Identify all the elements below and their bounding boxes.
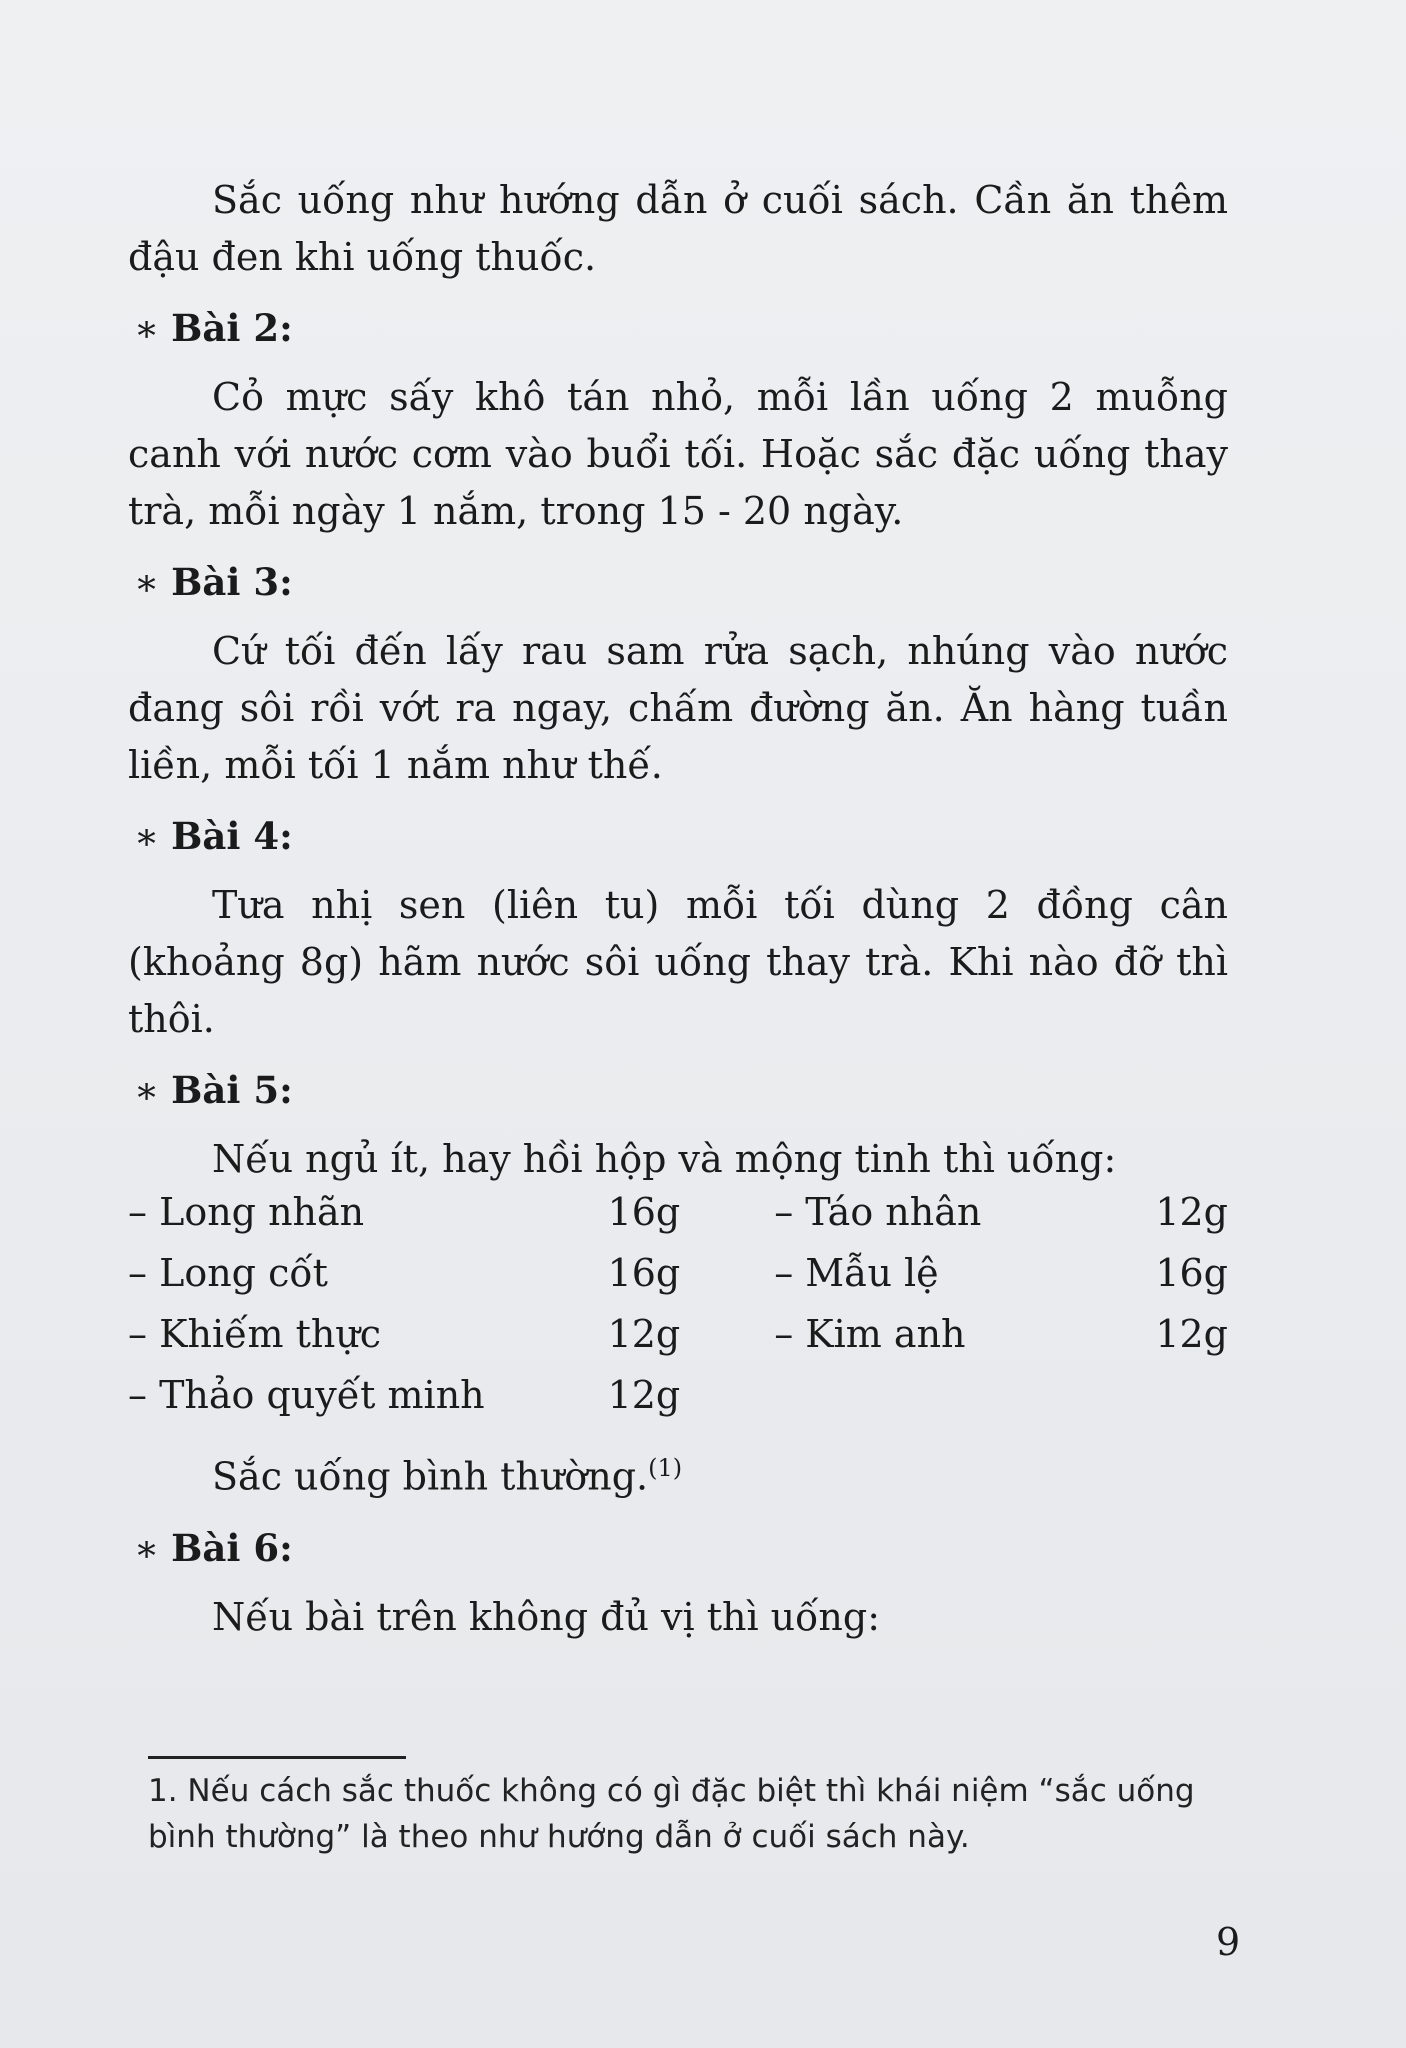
ingredient-name: – Long nhãn bbox=[128, 1190, 365, 1234]
ingredient-quantity: 16g bbox=[607, 1190, 681, 1234]
section-heading-bai-6: ∗ Bài 6: bbox=[134, 1525, 293, 1570]
section-text-bai-3: Cứ tối đến lấy rau sam rửa sạch, nhúng vào nước đang sôi rồi vớt ra ngay, chấm đường ăn. Ăn hàng tuần liền, mỗi tối 1 nắm như thế. bbox=[128, 629, 1228, 787]
bullet-star-icon: ∗ bbox=[134, 307, 160, 350]
section-heading-bai-3: ∗ Bài 3: bbox=[134, 560, 293, 604]
ingredient-row bbox=[128, 1373, 1228, 1434]
footnote: 1. Nếu cách sắc thuốc không có gì đặc biệt thì khái niệm “sắc uống bình thường” là theo như hướng dẫn ở cuối sách này. bbox=[148, 1773, 1195, 1855]
ingredient-quantity: 12g bbox=[1155, 1312, 1228, 1356]
footnote-reference[interactable]: (1) bbox=[648, 1454, 683, 1482]
section-text-bai-4: Tưa nhị sen (liên tu) mỗi tối dùng 2 đồng cân (khoảng 8g) hãm nước sôi uống thay trà. Khi nào đỡ thì thôi. bbox=[128, 883, 1228, 1041]
bullet-star-icon: ∗ bbox=[134, 1069, 160, 1112]
ingredient-name: – Kim anh bbox=[774, 1312, 966, 1356]
section-heading-bai-5: ∗ Bài 5: bbox=[134, 1068, 293, 1112]
ingredient-quantity: 16g bbox=[607, 1251, 681, 1295]
ingredient-name: – Mẫu lệ bbox=[774, 1251, 939, 1295]
section-heading-bai-4: ∗ Bài 4: bbox=[134, 814, 293, 858]
sac-uong-line: Sắc uống bình thường.$^{(1)}$ bbox=[212, 1454, 683, 1499]
ingredient-quantity: 12g bbox=[607, 1373, 681, 1417]
intro-paragraph: Sắc uống như hướng dẫn ở cuối sách. Cần ăn thêm đậu đen khi uống thuốc. bbox=[128, 178, 1228, 279]
section-text-bai-5: Nếu ngủ ít, hay hồi hộp và mộng tinh thì uống: bbox=[212, 1137, 1117, 1181]
ingredient-quantity bbox=[1119, 1373, 1228, 1434]
ingredient-quantity: 12g bbox=[607, 1312, 681, 1356]
ingredient-name: – Khiếm thực bbox=[128, 1312, 382, 1356]
section-text-bai-2: Cỏ mực sấy khô tán nhỏ, mỗi lần uống 2 muỗng canh với nước cơm vào buổi tối. Hoặc sắc đặc uống thay trà, mỗi ngày 1 nắm, trong 15 - 20 ngày. bbox=[128, 375, 1228, 533]
section-heading-bai-2: ∗ Bài 2: bbox=[134, 306, 293, 350]
page-body bbox=[128, 172, 1228, 1646]
bullet-star-icon: ∗ bbox=[134, 561, 160, 604]
ingredient-row bbox=[128, 1190, 1228, 1251]
section-text-bai-6: Nếu bài trên không đủ vị thì uống: bbox=[212, 1594, 881, 1639]
ingredient-quantity: 16g bbox=[1155, 1251, 1228, 1295]
bullet-star-icon: ∗ bbox=[134, 815, 160, 858]
ingredient-quantity: 12g bbox=[1155, 1190, 1228, 1234]
ingredient-name bbox=[774, 1373, 1119, 1434]
ingredient-row bbox=[128, 1312, 1228, 1373]
ingredient-name: – Thảo quyết minh bbox=[128, 1373, 485, 1417]
page-number: 9 bbox=[1216, 1920, 1241, 1964]
ingredient-name: – Táo nhân bbox=[774, 1190, 982, 1234]
ingredient-row bbox=[128, 1251, 1228, 1312]
footnote-divider bbox=[148, 1756, 406, 1759]
ingredient-name: – Long cốt bbox=[128, 1251, 328, 1295]
ingredient-table bbox=[128, 1190, 1228, 1434]
bullet-star-icon: ∗ bbox=[134, 1526, 160, 1570]
